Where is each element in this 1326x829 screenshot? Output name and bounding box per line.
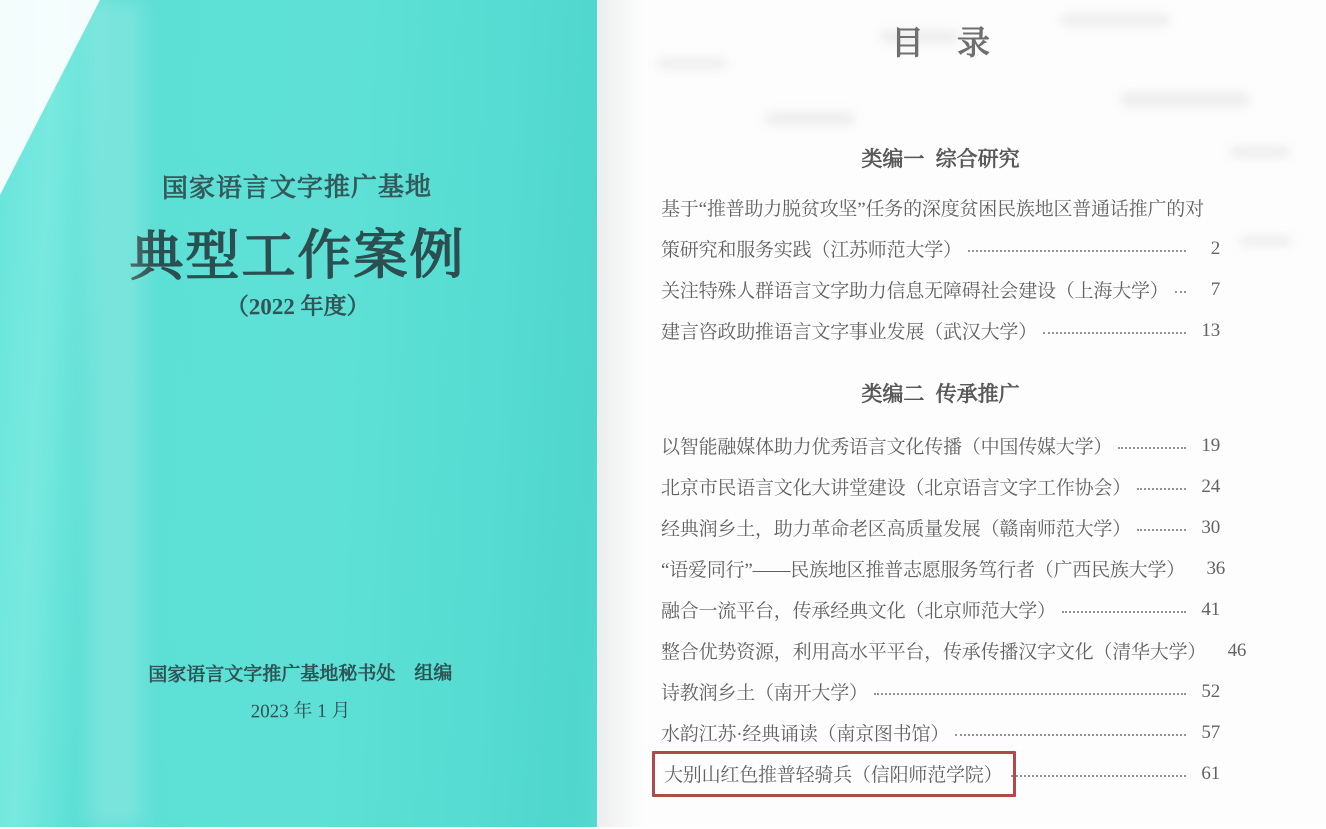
toc-item-text: 基于“推普助力脱贫攻坚”任务的深度贫困民族地区普通话推广的对 bbox=[661, 199, 1204, 220]
toc-page-number: 24 bbox=[1201, 475, 1220, 497]
bleedthrough-artifact bbox=[880, 30, 960, 43]
toc-leader-dots bbox=[955, 734, 1186, 736]
toc-item-row bbox=[661, 671, 1220, 712]
toc-page-number: 30 bbox=[1201, 516, 1220, 538]
toc-page-number: 46 bbox=[1227, 639, 1247, 661]
toc-item-text: 融合一流平台，传承经典文化（北京师范大学） bbox=[661, 601, 1056, 622]
page-gutter-shadow bbox=[597, 0, 643, 827]
toc-item-text-highlighted: 大别山红色推普轻骑兵（信阳师范学院） bbox=[652, 751, 1016, 797]
toc-item-row bbox=[661, 228, 1220, 269]
toc-sections bbox=[661, 144, 1247, 794]
toc-page-number: 61 bbox=[1201, 762, 1220, 784]
toc-item-text: “语爱同行”——民族地区推普志愿服务笃行者（广西民族大学） bbox=[661, 560, 1186, 581]
bleedthrough-artifact bbox=[1120, 92, 1250, 107]
toc-leader-dots bbox=[1137, 488, 1186, 490]
cover-series-title: 国家语言文字推广基地 bbox=[161, 172, 433, 203]
toc-item-text: 关注特殊人群语言文字助力信息无障碍社会建设（上海大学） bbox=[661, 281, 1169, 302]
toc-item-text: 以智能融媒体助力优秀语言文化传播（中国传媒大学） bbox=[661, 437, 1113, 458]
toc-item-text: 诗教润乡土（南开大学） bbox=[661, 683, 868, 704]
toc-item-row bbox=[661, 507, 1220, 548]
toc-page bbox=[597, 0, 1326, 827]
toc-leader-dots bbox=[1043, 332, 1186, 334]
toc-leader-dots bbox=[874, 693, 1186, 695]
bleedthrough-artifact bbox=[765, 112, 855, 125]
cover-main-title: 典型工作案例 bbox=[129, 224, 466, 288]
toc-item-row bbox=[661, 630, 1247, 671]
toc-section bbox=[661, 379, 1247, 794]
toc-page-number: 41 bbox=[1201, 598, 1220, 620]
bleedthrough-artifact bbox=[657, 58, 727, 69]
toc-leader-dots bbox=[1137, 529, 1186, 531]
toc-page-number: 2 bbox=[1210, 237, 1220, 259]
toc-item-row bbox=[661, 712, 1220, 753]
toc-section-heading: 类编一 综合研究 bbox=[861, 147, 1020, 171]
toc-item-row bbox=[661, 310, 1220, 351]
bleedthrough-artifact bbox=[1240, 236, 1292, 246]
toc-item-row bbox=[661, 187, 1220, 228]
toc-leader-dots bbox=[1062, 611, 1186, 613]
toc-item-text: 水韵江苏·经典诵读（南京图书馆） bbox=[661, 724, 950, 745]
toc-leader-dots bbox=[968, 250, 1186, 252]
toc-item-row bbox=[661, 425, 1220, 466]
toc-item-text: 建言咨政助推语言文字事业发展（武汉大学） bbox=[661, 322, 1038, 343]
toc-page-number: 57 bbox=[1201, 721, 1220, 743]
toc-item-text: 策研究和服务实践（江苏师范大学） bbox=[661, 240, 962, 261]
bleedthrough-artifact bbox=[1060, 14, 1170, 26]
book-cover bbox=[0, 0, 597, 827]
toc-section-heading: 类编二 传承推广 bbox=[861, 382, 1020, 406]
cover-publication-date: 2023 年 1 月 bbox=[250, 700, 351, 723]
toc-page-number: 36 bbox=[1206, 557, 1226, 579]
toc-leader-dots bbox=[1118, 447, 1186, 449]
cover-edition-year: （2022 年度） bbox=[225, 293, 370, 320]
toc-item-text: 整合优势资源，利用高水平平台，传承传播汉字文化（清华大学） bbox=[661, 642, 1207, 663]
toc-page-number: 52 bbox=[1201, 680, 1220, 702]
toc-item-row bbox=[661, 548, 1226, 589]
toc-item-row bbox=[661, 466, 1220, 507]
toc-leader-dots bbox=[1175, 291, 1186, 293]
toc-leader-dots bbox=[1011, 775, 1186, 777]
book-cover-content bbox=[0, 0, 600, 829]
toc-page-number: 19 bbox=[1201, 434, 1220, 456]
toc-page-number: 13 bbox=[1201, 319, 1220, 341]
toc-item-text: 经典润乡土，助力革命老区高质量发展（赣南师范大学） bbox=[661, 519, 1132, 540]
bleedthrough-artifact bbox=[1230, 146, 1290, 158]
cover-editor-line: 国家语言文字推广基地秘书处 组编 bbox=[148, 662, 453, 687]
toc-item-row bbox=[661, 269, 1220, 310]
toc-page-number: 7 bbox=[1210, 278, 1220, 300]
toc-item-row bbox=[661, 589, 1220, 630]
toc-item-text: 北京市民语言文化大讲堂建设（北京语言文字工作协会） bbox=[661, 478, 1132, 499]
toc-section bbox=[661, 144, 1220, 351]
toc-title: 目 录 bbox=[891, 26, 990, 62]
toc-item-row bbox=[661, 753, 1220, 794]
